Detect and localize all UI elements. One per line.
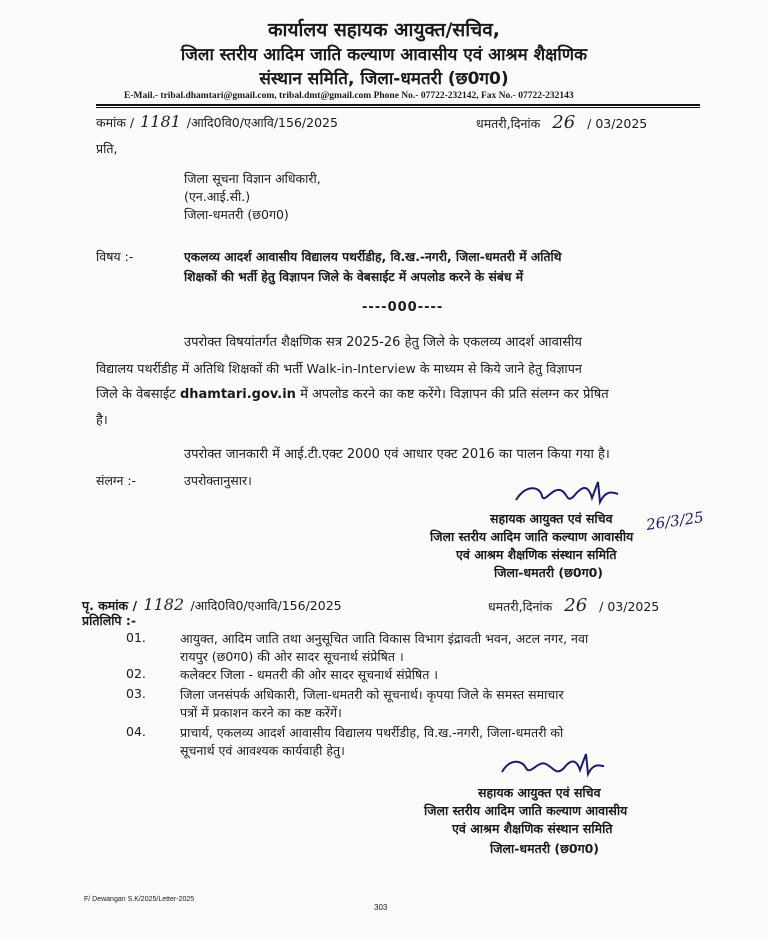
signature-scribble (512, 478, 622, 510)
copy-number: 02. (126, 666, 146, 681)
copy-ref-label: पृ. कमांक / (82, 598, 138, 613)
ref-date-day: 26 (552, 112, 576, 133)
signature1-org2: एवं आश्रम शैक्षणिक संस्थान समिति (456, 547, 617, 562)
signature1-location: जिला-धमतरी (छ0ग0) (494, 565, 604, 580)
body-text: जिले के वेबसाईट (96, 387, 176, 402)
addressee-line3: जिला-धमतरी (छ0ग0) (184, 207, 289, 222)
enclosure-label: संलग्न :- (96, 473, 137, 488)
body-p1-line4: है। (96, 413, 108, 428)
header-rule (96, 104, 700, 106)
signature2-org: जिला स्तरीय आदिम जाति कल्याण आवासीय (424, 803, 628, 818)
addressee-line2: (एन.आई.सी.) (184, 189, 251, 204)
body-p1-line1: उपरोक्त विषयांतर्गत शैक्षणिक सत्र 2025-26 हेतु जिले के एकलव्य आदर्श आवासीय (184, 335, 582, 350)
separator: ----000---- (362, 300, 444, 315)
copy-date-day: 26 (564, 595, 588, 616)
office-subtitle: जिला स्तरीय आदिम जाति कल्याण आवासीय एवं आश्रम शैक्षणिक (180, 45, 588, 65)
ref-date-label: धमतरी,दिनांक (476, 116, 541, 131)
signature1-org: जिला स्तरीय आदिम जाति कल्याण आवासीय (430, 529, 634, 544)
copy-ref-code: /आदि0वि0/एआवि/156/2025 (190, 598, 342, 613)
copy-number: 03. (126, 686, 146, 701)
page-number: 303 (374, 903, 388, 912)
addressee-line1: जिला सूचना विज्ञान अधिकारी, (184, 171, 321, 186)
ref-label: कमांक / (96, 115, 135, 130)
body-p1-line3 (96, 382, 609, 408)
subject-line2: शिक्षकों की भर्ती हेतु विज्ञापन जिले के वेबसाईट में अपलोड करने के संबंध में (184, 270, 524, 284)
ref-date (476, 112, 647, 133)
signature2-title: सहायक आयुक्त एवं सचिव (478, 785, 601, 800)
copy-item-1-line1: आयुक्त, आदिम जाति तथा अनुसूचित जाति विकास विभाग इंद्रावती भवन, अटल नगर, नवा (180, 631, 589, 646)
signature2-location: जिला-धमतरी (छ0ग0) (490, 841, 600, 856)
signature-date: 26/3/25 (645, 508, 705, 534)
signature1-title: सहायक आयुक्त एवं सचिव (490, 511, 613, 526)
subject-label: विषय :- (96, 249, 134, 264)
copy-date-month-year: / 03/2025 (599, 599, 660, 614)
copy-label: प्रतिलिपि :- (82, 613, 137, 628)
copy-number: 01. (126, 630, 146, 645)
copy-item-4-line2: सूचनार्थ एवं आवश्यक कार्यवाही हेतु। (180, 743, 345, 758)
signature2-scribble (498, 752, 608, 782)
enclosure-value: उपरोक्तानुसार। (184, 473, 252, 488)
file-reference: F/ Dewangan S.K/2025/Letter-2025 (84, 896, 195, 903)
office-title: कार्यालय सहायक आयुक्त/सचिव, (267, 19, 501, 41)
copy-ref-handwritten-number: 1182 (143, 595, 185, 614)
copy-ref-date (488, 595, 659, 616)
copy-number: 04. (126, 724, 146, 739)
body-p2: उपरोक्त जानकारी में आई.टी.एक्ट 2000 एवं आधार एक्ट 2016 का पालन किया गया है। (184, 447, 610, 462)
copy-item-3-line1: जिला जनसंपर्क अधिकारी, जिला-धमतरी को सूचनार्थ। कृपया जिले के समस्त समाचार (180, 687, 564, 702)
body-p1-line2: विद्यालय पथर्रीडीह में अतिथि शिक्षकों की भर्ती Walk-in-Interview के माध्यम से किये जाने हेतु विज्ञापन (96, 361, 582, 376)
copy-item-4-line1: प्राचार्य, एकलव्य आदर्श आवासीय विद्यालय पथर्रीडीह, वि.ख.-नगरी, जिला-धमतरी को (180, 725, 564, 740)
website-link[interactable]: dhamtari.gov.in (179, 387, 296, 402)
ref-number-line (96, 112, 338, 131)
header-rule-thin (96, 107, 700, 108)
copy-item-1-line2: रायपुर (छ0ग0) की ओर सादर सूचनार्थ संप्रेषित । (180, 649, 404, 664)
ref-date-month-year: / 03/2025 (587, 116, 648, 131)
copy-item-2-line1: कलेक्टर जिला - धमतरी की ओर सादर सूचनार्थ संप्रेषित । (180, 667, 439, 682)
body-text: में अपलोड करने का कष्ट करेंगे। विज्ञापन की प्रति संलग्न कर प्रेषित (300, 387, 609, 402)
contact-line: E-Mail.- tribal.dhamtari@gmail.com, tribal.dmt@gmail.com Phone No.- 07722-232142, Fax No.- 07722-232143 (124, 91, 574, 101)
ref-handwritten-number: 1181 (140, 112, 181, 131)
signature2-org2: एवं आश्रम शैक्षणिक संस्थान समिति (452, 821, 613, 836)
subject-line1: एकलव्य आदर्श आवासीय विद्यालय पथर्रीडीह, वि.ख.-नगरी, जिला-धमतरी में अतिथि (184, 250, 562, 264)
ref-code: /आदि0वि0/एआवि/156/2025 (186, 115, 338, 130)
copy-item-3-line2: पत्रों में प्रकाशन करने का कष्ट करेंगें। (180, 705, 342, 720)
prati-label: प्रति, (96, 141, 118, 156)
copy-date-label: धमतरी,दिनांक (488, 599, 553, 614)
office-location: संस्थान समिति, जिला-धमतरी (छ0ग0) (259, 69, 509, 89)
